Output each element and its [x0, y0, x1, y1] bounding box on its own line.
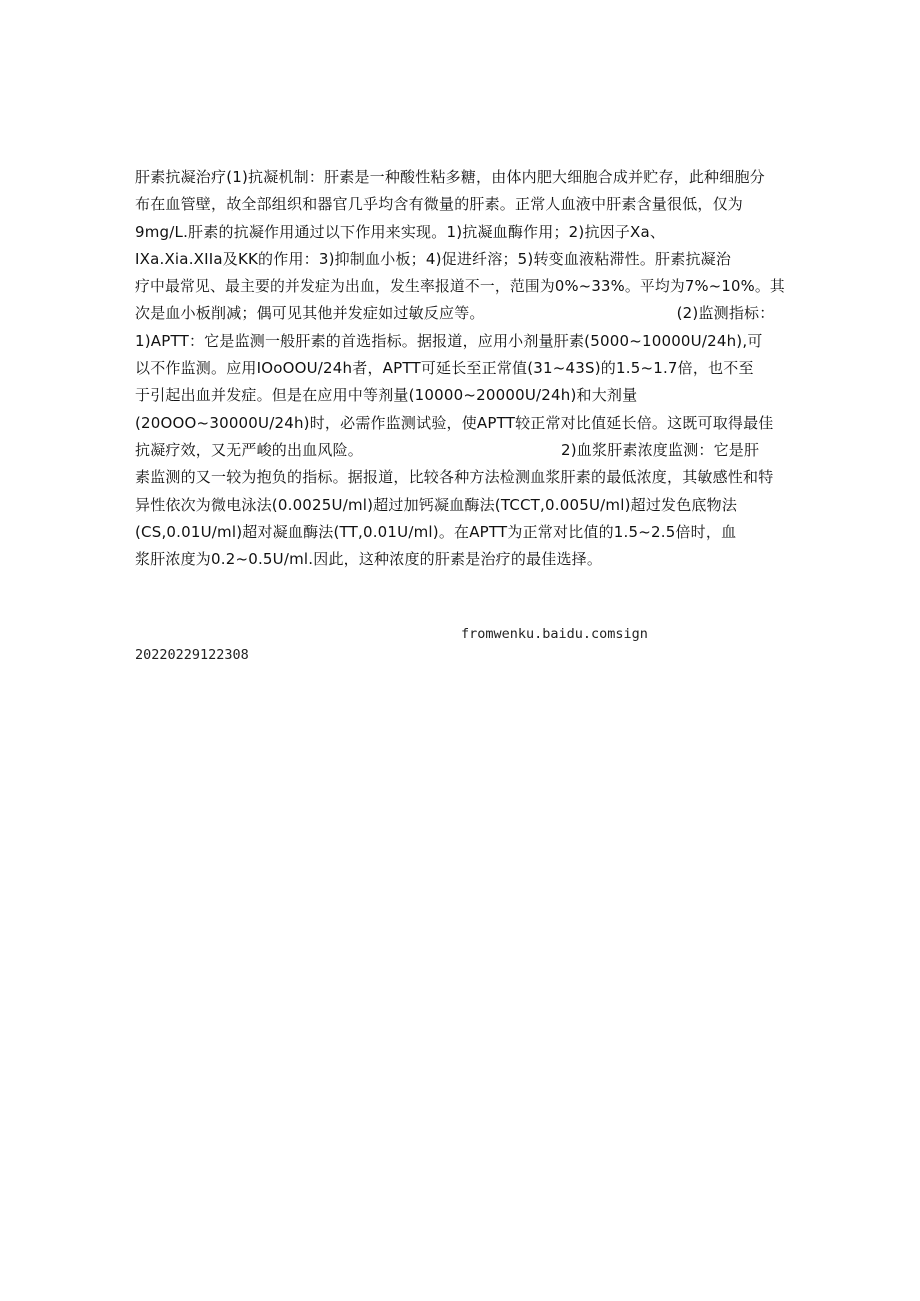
footer-source: fromwenku.baidu.comsign	[461, 626, 648, 642]
footer-id: 20220229122308	[135, 647, 249, 663]
text-line: 肝素抗凝治疗(1)抗凝机制：肝素是一种酸性粘多糖，由体内肥大细胞合成并贮存，此种细胞分	[135, 168, 765, 186]
text-line-with-heading	[135, 300, 787, 327]
text-line: 9mg∕L.肝素的抗凝作用通过以下作用来实现。1)抗凝血酶作用；2)抗因子Xa、	[135, 222, 666, 241]
text-line: 疗中最常见、最主要的并发症为出血，发生率报道不一，范围为0%~33%。平均为7%~10%。其	[135, 278, 785, 296]
text-line: (CS,0.01U∕ml)超对凝血酶法(TT,0.01U∕ml)。在APTT为正常对比值的1.5~2.5倍时，血	[135, 522, 737, 541]
text-line: IXa.Xia.XIIa及KK的作用：3)抑制血小板；4)促进纤溶；5)转变血液粘滞性。肝素抗凝治	[135, 249, 732, 268]
article-body	[135, 164, 787, 573]
text-segment: 抗凝疗效，又无严峻的出血风险。	[135, 440, 364, 459]
section-heading-plasma-heparin: 2)血浆肝素浓度监测：它是肝	[561, 440, 760, 459]
text-line-with-heading	[135, 437, 787, 464]
section-heading-monitoring: (2)监测指标：	[676, 304, 775, 323]
text-line: 布在血管壁，故全部组织和器官几乎均含有微量的肝素。正常人血液中肝素含量很低，仅为	[135, 195, 744, 214]
text-line: (20OOO~30000U/24h)时，必需作监测试验，使APTT较正常对比值延长倍。这既可取得最佳	[135, 413, 774, 432]
text-line: 以不作监测。应用IOoOOU/24h者，APTT可延长至正常值(31~43S)的1.5~1.7倍，也不至	[135, 359, 754, 378]
text-line: 异性依次为微电泳法(0.0025U∕ml)超过加钙凝血酶法(TCCT,0.005U∕ml)超过发色底物法	[135, 495, 738, 514]
text-line: 于引起出血并发症。但是在应用中等剂量(10000~20000U/24h)和大剂量	[135, 386, 638, 405]
text-line: 浆肝浓度为0.2~0.5U∕ml.因此，这种浓度的肝素是治疗的最佳选择。	[135, 550, 603, 569]
text-segment: 次是血小板削减；偶可见其他并发症如过敏反应等。	[135, 304, 485, 323]
text-line: 1)APTT：它是监测一般肝素的首选指标。据报道，应用小剂量肝素(5000~10000U/24h),可	[135, 331, 763, 350]
text-line: 素监测的又一较为抱负的指标。据报道，比较各种方法检测血浆肝素的最低浓度，其敏感性和特	[135, 468, 774, 487]
